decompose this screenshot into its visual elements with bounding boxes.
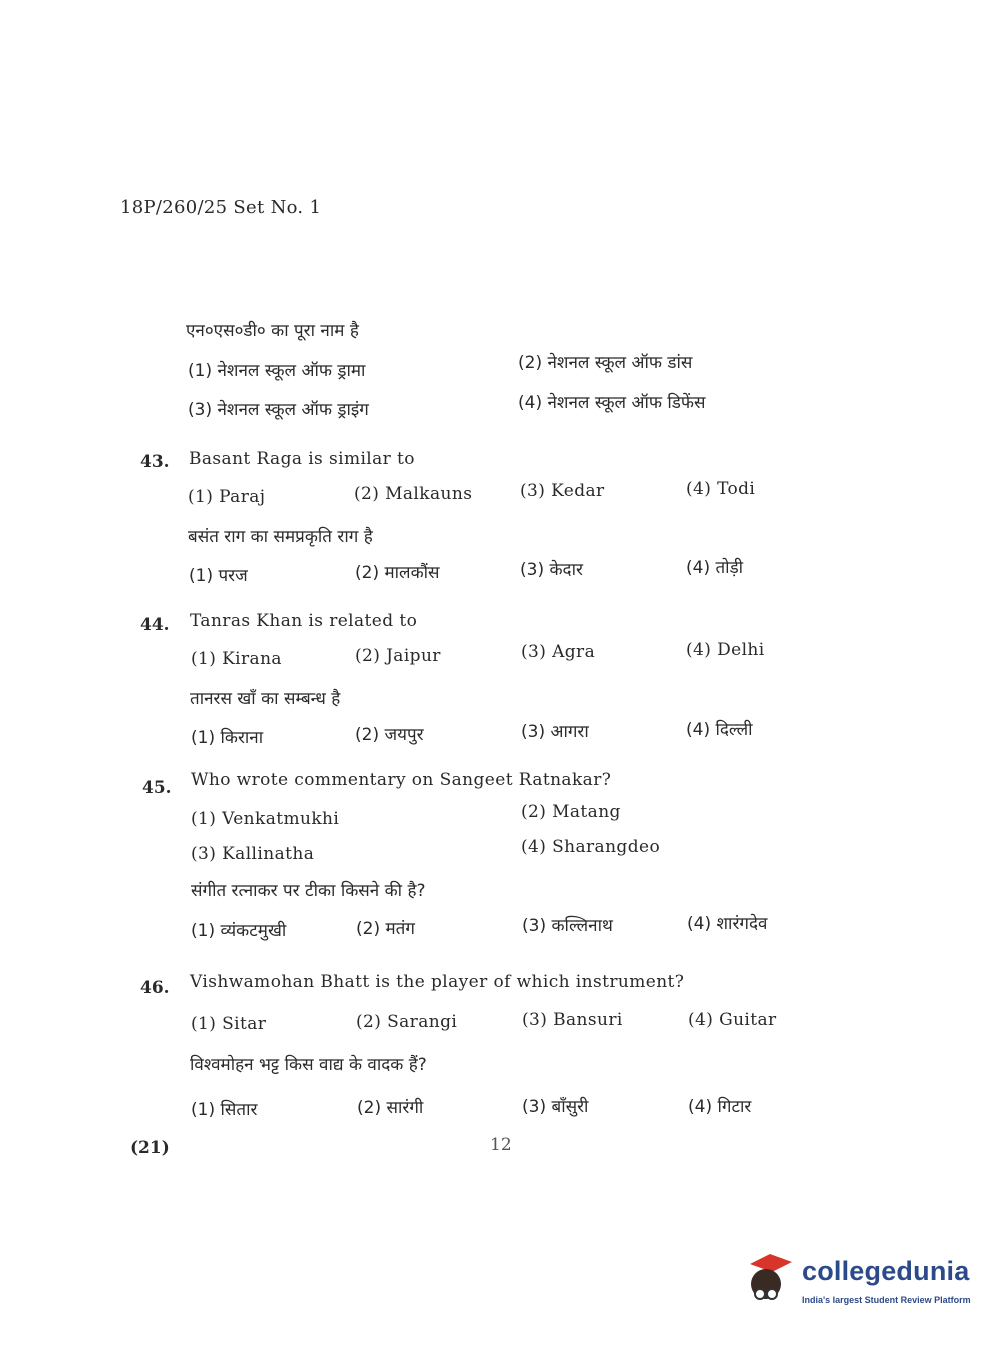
q42-option-2: (2) नेशनल स्कूल ऑफ डांस <box>518 353 693 373</box>
q44-en-option-4: (4) Delhi <box>686 640 765 660</box>
q46-hi-option-3: (3) बाँसुरी <box>522 1097 589 1117</box>
q43-hi-option-4: (4) तोड़ी <box>686 558 744 578</box>
q46-en-option-1: (1) Sitar <box>191 1014 267 1034</box>
logo-name: collegedunia <box>802 1256 970 1286</box>
q45-hi-option-2: (2) मतंग <box>356 919 415 939</box>
q43-en-option-2: (2) Malkauns <box>354 484 473 504</box>
question-46-number: 46. <box>140 978 170 998</box>
q44-hi-option-2: (2) जयपुर <box>355 725 424 745</box>
q44-en-option-1: (1) Kirana <box>191 649 282 669</box>
question-46-english: Vishwamohan Bhatt is the player of which instrument? <box>190 972 685 992</box>
q44-en-option-3: (3) Agra <box>521 642 596 662</box>
q45-en-option-4: (4) Sharangdeo <box>521 837 661 857</box>
logo-tagline: India's largest Student Review Platform <box>802 1295 971 1305</box>
q46-en-option-3: (3) Bansuri <box>522 1010 623 1030</box>
question-46-hindi: विश्वमोहन भट्ट किस वाद्य के वादक हैं? <box>190 1055 427 1075</box>
q44-hi-option-1: (1) किराना <box>191 728 264 748</box>
q46-en-option-4: (4) Guitar <box>688 1010 777 1030</box>
question-42-hindi: एन०एस०डी० का पूरा नाम है <box>186 321 359 341</box>
q45-en-option-1: (1) Venkatmukhi <box>191 809 340 829</box>
question-44-english: Tanras Khan is related to <box>190 611 418 631</box>
page-number: 12 <box>490 1135 512 1155</box>
question-44-hindi: तानरस खाँ का सम्बन्ध है <box>190 689 341 709</box>
q44-en-option-2: (2) Jaipur <box>355 646 441 666</box>
q44-hi-option-4: (4) दिल्ली <box>686 720 753 740</box>
q43-hi-option-1: (1) परज <box>189 566 248 586</box>
q44-hi-option-3: (3) आगरा <box>521 722 589 742</box>
q42-option-4: (4) नेशनल स्कूल ऑफ डिफेंस <box>518 393 706 413</box>
question-43-hindi: बसंत राग का समप्रकृति राग है <box>188 527 373 547</box>
question-43-number: 43. <box>140 452 170 472</box>
q43-en-option-4: (4) Todi <box>686 479 756 499</box>
q43-en-option-1: (1) Paraj <box>188 487 266 507</box>
q45-hi-option-4: (4) शारंगदेव <box>687 914 768 934</box>
footer-code: (21) <box>130 1138 170 1158</box>
q42-option-3: (3) नेशनल स्कूल ऑफ ड्राइंग <box>188 400 369 420</box>
question-45-hindi: संगीत रत्नाकर पर टीका किसने की है? <box>191 881 426 901</box>
q45-en-option-3: (3) Kallinatha <box>191 844 315 864</box>
collegedunia-logo <box>740 1250 970 1312</box>
q45-hi-option-1: (1) व्यंकटमुखी <box>191 921 287 941</box>
q46-hi-option-1: (1) सितार <box>191 1100 258 1120</box>
question-43-english: Basant Raga is similar to <box>189 449 415 469</box>
q46-hi-option-2: (2) सारंगी <box>357 1098 424 1118</box>
q45-hi-option-3: (3) कल्लिनाथ <box>522 916 613 936</box>
collegedunia-mascot-icon <box>740 1250 798 1308</box>
q43-en-option-3: (3) Kedar <box>520 481 605 501</box>
q46-en-option-2: (2) Sarangi <box>356 1012 458 1032</box>
question-45-number: 45. <box>142 778 172 798</box>
question-45-english: Who wrote commentary on Sangeet Ratnakar? <box>191 770 612 790</box>
paper-code: 18P/260/25 Set No. 1 <box>120 197 322 218</box>
q45-en-option-2: (2) Matang <box>521 802 621 822</box>
q43-hi-option-2: (2) मालकौंस <box>355 563 440 583</box>
q46-hi-option-4: (4) गिटार <box>688 1097 752 1117</box>
question-44-number: 44. <box>140 615 170 635</box>
q42-option-1: (1) नेशनल स्कूल ऑफ ड्रामा <box>188 361 366 381</box>
q43-hi-option-3: (3) केदार <box>520 560 583 580</box>
